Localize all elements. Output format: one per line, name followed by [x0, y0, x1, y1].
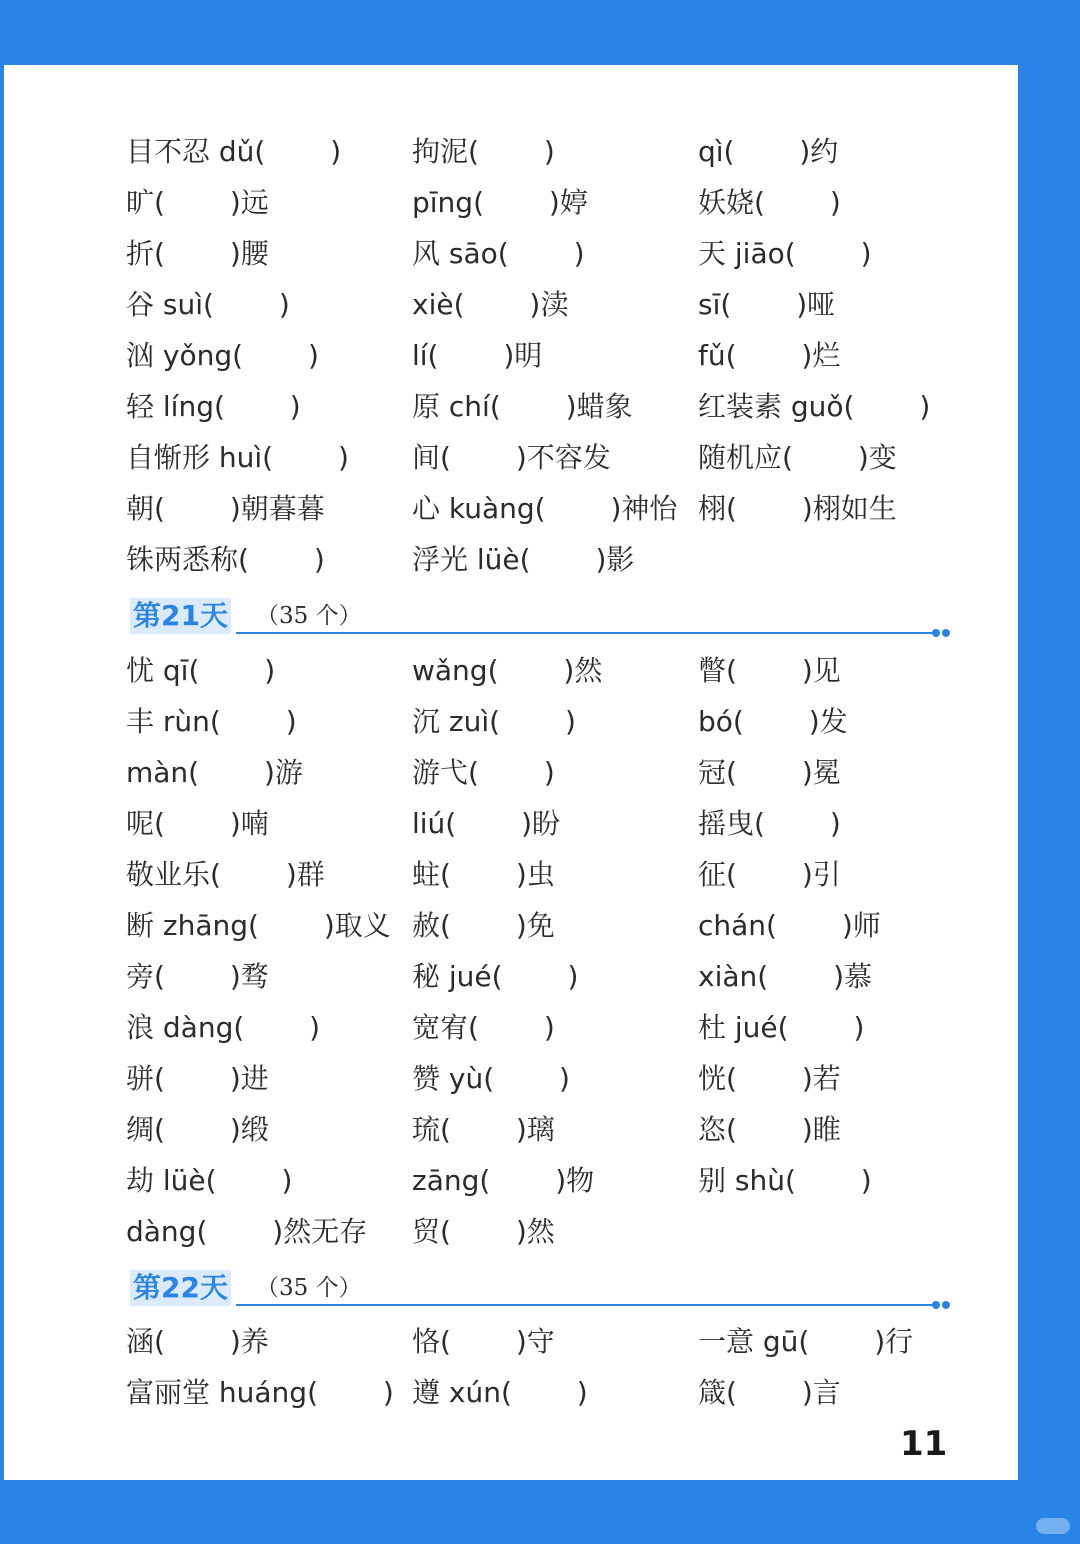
exercise-item: 旷( )远	[126, 186, 269, 219]
exercise-item: 恣( )睢	[698, 1113, 841, 1146]
exercise-item: 忧 qī( )	[126, 654, 276, 687]
exercise-item: 轻 líng( )	[126, 390, 301, 423]
exercise-item: 间( )不容发	[412, 441, 611, 474]
exercise-item: 浪 dàng( )	[126, 1011, 321, 1044]
exercise-item: 朝( )朝暮暮	[126, 492, 325, 525]
exercise-item: 自惭形 huì( )	[126, 441, 349, 474]
exercise-item: 红装素 guǒ( )	[698, 390, 931, 423]
day-21-count: （35 个）	[256, 603, 362, 629]
exercise-row	[126, 951, 966, 1002]
divider-dot	[932, 629, 940, 637]
divider-dot	[942, 1301, 950, 1309]
exercise-item: 拘泥( )	[412, 135, 555, 168]
watermark	[1036, 1518, 1070, 1534]
exercise-item: 蛀( )虫	[412, 858, 555, 891]
exercise-item: sī( )哑	[698, 288, 836, 321]
day-22-count: （35 个）	[256, 1275, 362, 1301]
exercise-row	[126, 1367, 966, 1418]
exercise-item: 秘 jué( )	[412, 960, 579, 993]
exercise-item: 涵( )养	[126, 1325, 269, 1358]
page-number: 11	[900, 1424, 948, 1464]
exercise-item: 谷 suì( )	[126, 288, 290, 321]
exercise-item: qì( )约	[698, 135, 839, 168]
exercise-item: 妖娆( )	[698, 186, 841, 219]
exercise-item: 汹 yǒng( )	[126, 339, 319, 372]
exercise-row	[126, 279, 966, 330]
exercise-item: 敬业乐( )群	[126, 858, 325, 891]
exercise-row	[126, 1104, 966, 1155]
day-21-tag: 第21天	[130, 598, 231, 634]
exercise-item: 浮光 lüè( )影	[412, 543, 635, 576]
exercise-item: 征( )引	[698, 858, 841, 891]
day-22-tag: 第22天	[130, 1270, 231, 1306]
divider-line	[236, 1304, 938, 1306]
exercise-item: pīng( )婷	[412, 186, 588, 219]
exercise-item: 呢( )喃	[126, 807, 269, 840]
exercise-item: 原 chí( )蜡象	[412, 390, 633, 423]
exercise-item: 遵 xún( )	[412, 1376, 588, 1409]
exercise-row	[126, 228, 966, 279]
exercise-item: 劫 lüè( )	[126, 1164, 293, 1197]
exercise-item: 别 shù( )	[698, 1164, 872, 1197]
exercise-item: 恍( )若	[698, 1062, 841, 1095]
exercise-item: 宽宥( )	[412, 1011, 555, 1044]
exercise-row	[126, 747, 966, 798]
exercise-row	[126, 330, 966, 381]
exercise-item: 沉 zuì( )	[412, 705, 576, 738]
divider-line	[236, 632, 938, 634]
exercise-row	[126, 645, 966, 696]
exercise-item: dàng( )然无存	[126, 1215, 368, 1248]
day-22-header	[130, 1270, 952, 1310]
exercise-item: 瞥( )见	[698, 654, 841, 687]
exercise-row	[126, 900, 966, 951]
exercise-item: 琉( )璃	[412, 1113, 555, 1146]
exercise-row	[126, 1002, 966, 1053]
exercise-item: 折( )腰	[126, 237, 269, 270]
exercise-item: 恪( )守	[412, 1325, 555, 1358]
exercise-row	[126, 177, 966, 228]
exercise-item: 贸( )然	[412, 1215, 555, 1248]
exercise-item: 目不忍 dǔ( )	[126, 135, 342, 168]
exercise-item: 断 zhāng( )取义	[126, 909, 391, 942]
exercise-item: 游弋( )	[412, 756, 555, 789]
exercise-item: 杜 jué( )	[698, 1011, 865, 1044]
exercise-item: 一意 gū( )行	[698, 1325, 914, 1358]
exercise-row	[126, 1053, 966, 1104]
exercise-item: 箴( )言	[698, 1376, 841, 1409]
exercise-row	[126, 381, 966, 432]
exercise-item	[698, 1206, 966, 1257]
exercise-item: 心 kuàng( )神怡	[412, 492, 678, 525]
exercise-item: xiàn( )慕	[698, 960, 873, 993]
exercise-item: 天 jiāo( )	[698, 237, 872, 270]
exercise-row	[126, 1316, 966, 1367]
exercise-row	[126, 483, 966, 534]
exercise-item: 绸( )缎	[126, 1113, 269, 1146]
exercise-item: chán( )师	[698, 909, 881, 942]
exercise-item: lí( )明	[412, 339, 543, 372]
exercise-item: 赞 yù( )	[412, 1062, 570, 1095]
exercise-item: xiè( )渎	[412, 288, 569, 321]
exercise-item: 富丽堂 huáng( )	[126, 1376, 394, 1409]
exercise-item: 风 sāo( )	[412, 237, 585, 270]
exercise-row	[126, 534, 966, 585]
divider-dot	[942, 629, 950, 637]
exercise-item: 骈( )进	[126, 1062, 269, 1095]
exercise-item: wǎng( )然	[412, 654, 603, 687]
exercise-item: fǔ( )烂	[698, 339, 841, 372]
right-border	[1018, 0, 1080, 1544]
exercise-item: bó( )发	[698, 705, 848, 738]
exercise-item: 丰 rùn( )	[126, 705, 297, 738]
exercise-row	[126, 126, 966, 177]
exercise-item: 冠( )冕	[698, 756, 841, 789]
exercise-item: 旁( )骛	[126, 960, 269, 993]
exercise-item: 铢两悉称( )	[126, 543, 325, 576]
exercise-row	[126, 798, 966, 849]
exercise-item: liú( )盼	[412, 807, 561, 840]
exercise-row	[126, 1206, 966, 1257]
exercise-row	[126, 849, 966, 900]
exercise-item: zāng( )物	[412, 1164, 595, 1197]
exercise-row	[126, 432, 966, 483]
exercise-row	[126, 696, 966, 747]
exercise-item: 栩( )栩如生	[698, 492, 897, 525]
day-21-header	[130, 598, 952, 638]
exercise-item: 赦( )免	[412, 909, 555, 942]
exercise-item: 摇曳( )	[698, 807, 841, 840]
exercise-item	[698, 534, 966, 585]
exercise-row	[126, 1155, 966, 1206]
divider-dot	[932, 1301, 940, 1309]
exercise-item: màn( )游	[126, 756, 303, 789]
exercise-item: 随机应( )变	[698, 441, 897, 474]
